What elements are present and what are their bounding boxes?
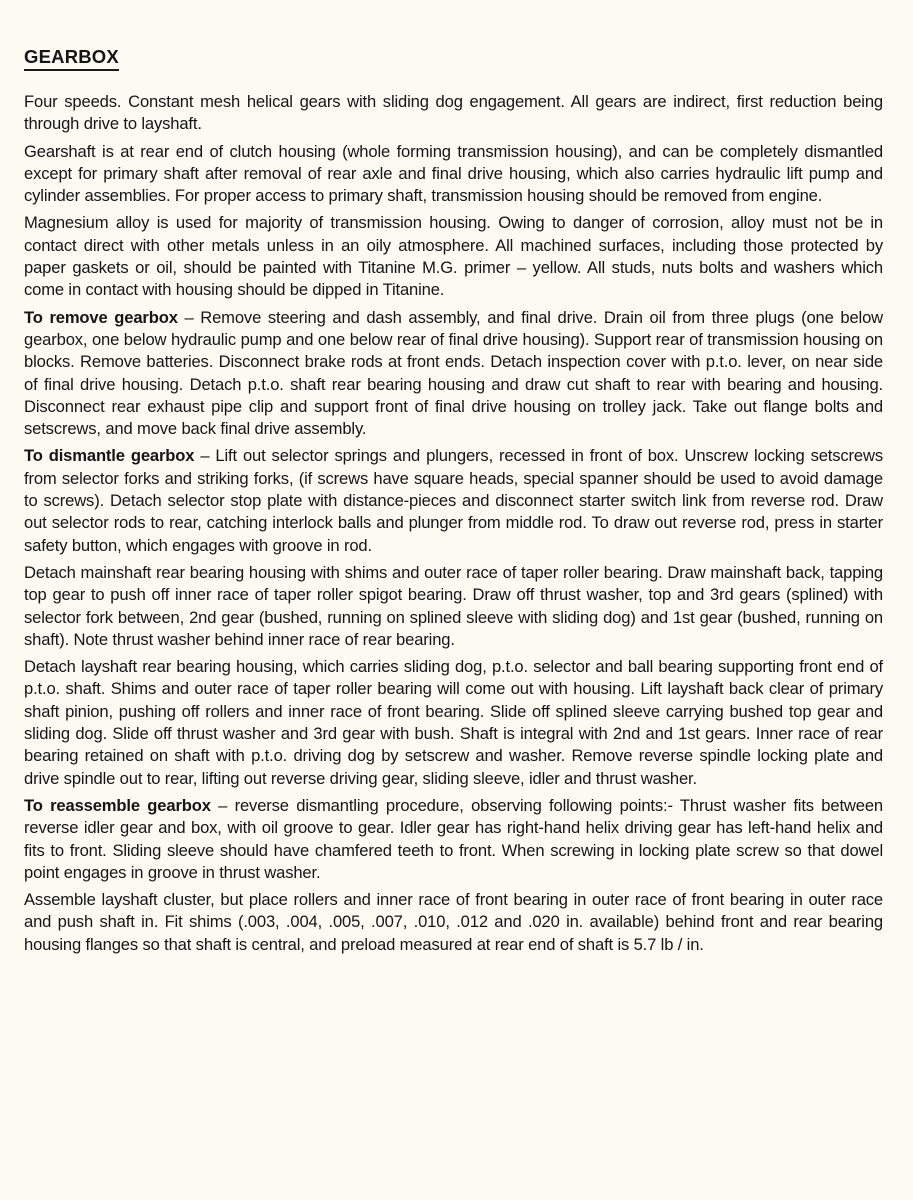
paragraph-text: Gearshaft is at rear end of clutch housing (whole forming transmission housing), and can be completely dismantled except for primary shaft after removal of rear axle and final drive housing, which also carries hydraulic lift pump and cylinder assemblies. For proper access to primary shaft, transmission housing should be removed from engine.	[24, 141, 883, 206]
paragraph-overview	[24, 91, 883, 136]
paragraph-dismantle-gearbox	[24, 445, 883, 556]
paragraph-text: – Remove steering and dash assembly, and final drive. Drain oil from three plugs (one below gearbox, one below hydraulic pump and one below rear of final drive housing). Support rear of transmission housing on blocks. Remove batteries. Disconnect brake rods at front ends. Detach inspection cover with p.t.o. lever, on near side of final drive housing. Detach p.t.o. shaft rear bearing housing and draw cut shaft to rear with bearing and housing. Disconnect rear exhaust pipe clip and support front of final drive housing on trolley jack. Take out flange bolts and setscrews, and move back final drive assembly.	[24, 307, 883, 439]
paragraph-lead: To dismantle gearbox	[24, 446, 195, 466]
paragraph-text: Four speeds. Constant mesh helical gears with sliding dog engagement. All gears are indirect, first reduction being through drive to layshaft.	[24, 92, 883, 134]
paragraph-reassemble-gearbox	[24, 795, 883, 884]
paragraph-text: Detach mainshaft rear bearing housing with shims and outer race of taper roller bearing. Draw mainshaft back, tapping top gear to push off inner race of taper roller spigot bearing. Draw off thrust washer, top and 3rd gears (splined) with selector fork between, 2nd gear (bushed, running on splined sleeve with sliding dog) and 1st gear (bushed, running on shaft). Note thrust washer behind inner race of rear bearing.	[24, 562, 883, 649]
paragraph-layshaft-cluster	[24, 889, 883, 956]
paragraph-text: Assemble layshaft cluster, but place rollers and inner race of front bearing in outer race of front bearing in outer race and push shaft in. Fit shims (.003, .004, .005, .007, .010, .012 and .020 in. available) behind front and rear bearing housing flanges so that shaft is central, and preload measured at rear end of shaft is 5.7 lb / in.	[24, 890, 883, 954]
section-title: GEARBOX	[24, 46, 119, 71]
paragraph-text: – Lift out selector springs and plungers, recessed in front of box. Unscrew locking setscrews from selector forks and striking forks, (if screws have square heads, special spanner should be used to avoid damage to screws). Detach selector stop plate with distance-pieces and disconnect starter switch link from reverse rod. Draw out selector rods to rear, catching interlock balls and plunger from middle rod. To draw out reverse rod, press in starter safety button, which engages with groove in rod.	[24, 446, 883, 555]
paragraph-text: – reverse dismantling procedure, observing following points:- Thrust washer fits between reverse idler gear and box, with oil groove to gear. Idler gear has right-hand helix driving gear has left-hand helix and fits to front. Sliding sleeve should have chamfered teeth to front. When screwing in locking plate screw so that dowel point engages in groove in thrust washer.	[24, 795, 883, 882]
paragraph-magnesium-alloy	[24, 212, 883, 301]
paragraph-remove-gearbox	[24, 307, 883, 441]
paragraph-lead: To remove gearbox	[24, 307, 178, 327]
paragraph-text: Magnesium alloy is used for majority of transmission housing. Owing to danger of corrosion, alloy must not be in contact direct with other metals unless in an oily atmosphere. All machined surfaces, including those protected by paper gaskets or oil, should be painted with Titanine M.G. primer – yellow. All studs, nuts bolts and washers which come in contact with housing should be dipped in Titanine.	[24, 213, 883, 300]
paragraph-gearshaft	[24, 141, 883, 208]
paragraph-text: Detach layshaft rear bearing housing, which carries sliding dog, p.t.o. selector and ball bearing supporting front end of p.t.o. shaft. Shims and outer race of taper roller bearing will come out with housing. Lift layshaft back clear of primary shaft pinion, pushing off rollers and inner race of front bearing. Slide off splined sleeve carrying bushed top gear and sliding dog. Slide off thrust washer and 3rd gear with bush. Shaft is integral with 2nd and 1st gears. Inner race of rear bearing retained on shaft with p.t.o. driving dog by setscrew and washer. Remove reverse spindle locking plate and drive spindle out to rear, lifting out reverse driving gear, sliding sleeve, idler and thrust washer.	[24, 657, 883, 788]
paragraph-layshaft	[24, 656, 883, 790]
paragraph-mainshaft	[24, 562, 883, 651]
paragraph-lead: To reassemble gearbox	[24, 795, 211, 815]
